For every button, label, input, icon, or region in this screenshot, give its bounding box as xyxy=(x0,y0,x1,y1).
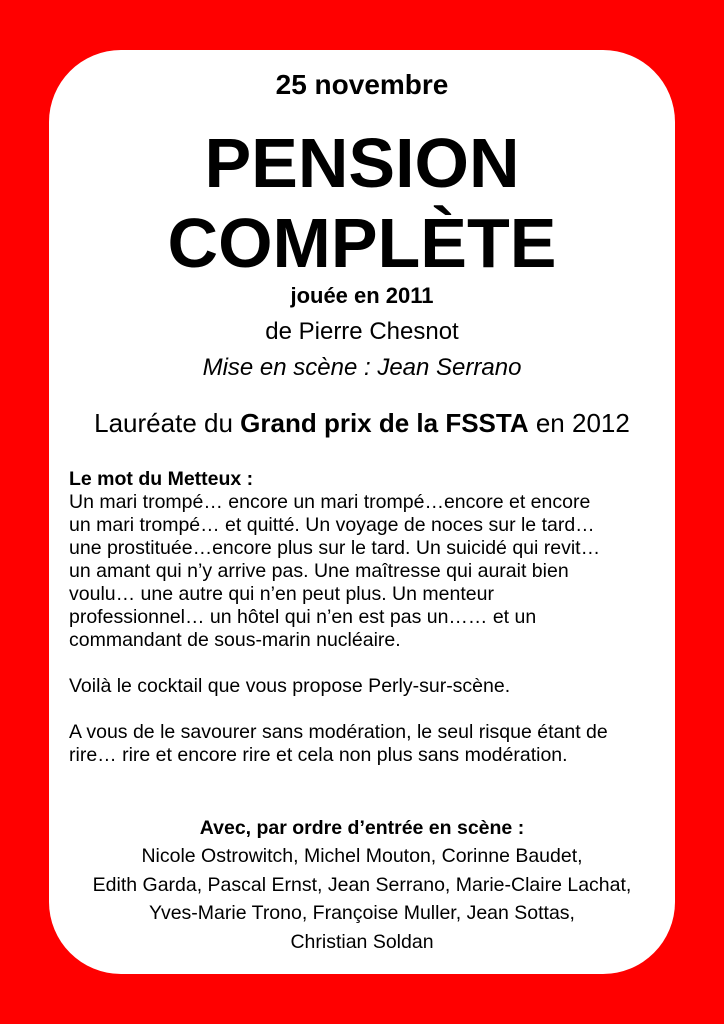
note-line: Un mari trompé… encore un mari trompé…encore et encore xyxy=(69,491,591,513)
award-line xyxy=(49,407,675,439)
author-line: de Pierre Chesnot xyxy=(265,318,459,345)
performance-date: 25 novembre xyxy=(275,69,449,100)
note-line: une prostituée…encore plus sur le tard. Un suicidé qui revit… xyxy=(69,537,601,559)
cast-list xyxy=(49,842,675,956)
poster-card xyxy=(49,50,675,974)
note-line: voulu… une autre qui n’en peut plus. Un menteur xyxy=(69,583,494,605)
cast-line: Yves-Marie Trono, Françoise Muller, Jean Sottas, xyxy=(149,902,575,924)
director-note xyxy=(69,468,659,767)
played-year: jouée en 2011 xyxy=(290,283,434,308)
note-line: un amant qui n’y arrive pas. Une maîtresse qui aurait bien xyxy=(69,560,569,582)
award-suffix: en 2012 xyxy=(528,408,630,438)
director-line: Mise en scène : Jean Serrano xyxy=(202,354,522,381)
cast-line: Edith Garda, Pascal Ernst, Jean Serrano, Marie-Claire Lachat, xyxy=(92,873,632,896)
cast-line: Nicole Ostrowitch, Michel Mouton, Corinne Baudet, xyxy=(141,845,583,867)
play-title xyxy=(49,123,675,283)
note-line: rire… rire et encore rire et cela non plus sans modération. xyxy=(69,744,568,766)
award-name: Grand prix de la FSSTA xyxy=(240,408,529,438)
play-title-line-1: PENSION xyxy=(204,124,520,202)
play-title-line-2: COMPLÈTE xyxy=(167,204,557,282)
director-note-paragraph-1 xyxy=(69,491,659,652)
note-line: un mari trompé… et quitté. Un voyage de noces sur le tard… xyxy=(69,514,595,536)
director-note-paragraph-3 xyxy=(69,721,659,767)
director-note-paragraph-2: Voilà le cocktail que vous propose Perly-sur-scène. xyxy=(69,675,511,697)
cast-heading: Avec, par ordre d’entrée en scène : xyxy=(199,817,525,839)
note-line: A vous de le savourer sans modération, le seul risque étant de xyxy=(69,721,608,743)
cast-line: Christian Soldan xyxy=(290,930,434,953)
award-prefix: Lauréate du xyxy=(94,408,241,438)
note-line: commandant de sous-marin nucléaire. xyxy=(69,629,401,651)
director-note-heading: Le mot du Metteux : xyxy=(69,468,254,490)
note-line: professionnel… un hôtel qui n’en est pas un…… et un xyxy=(69,606,537,628)
